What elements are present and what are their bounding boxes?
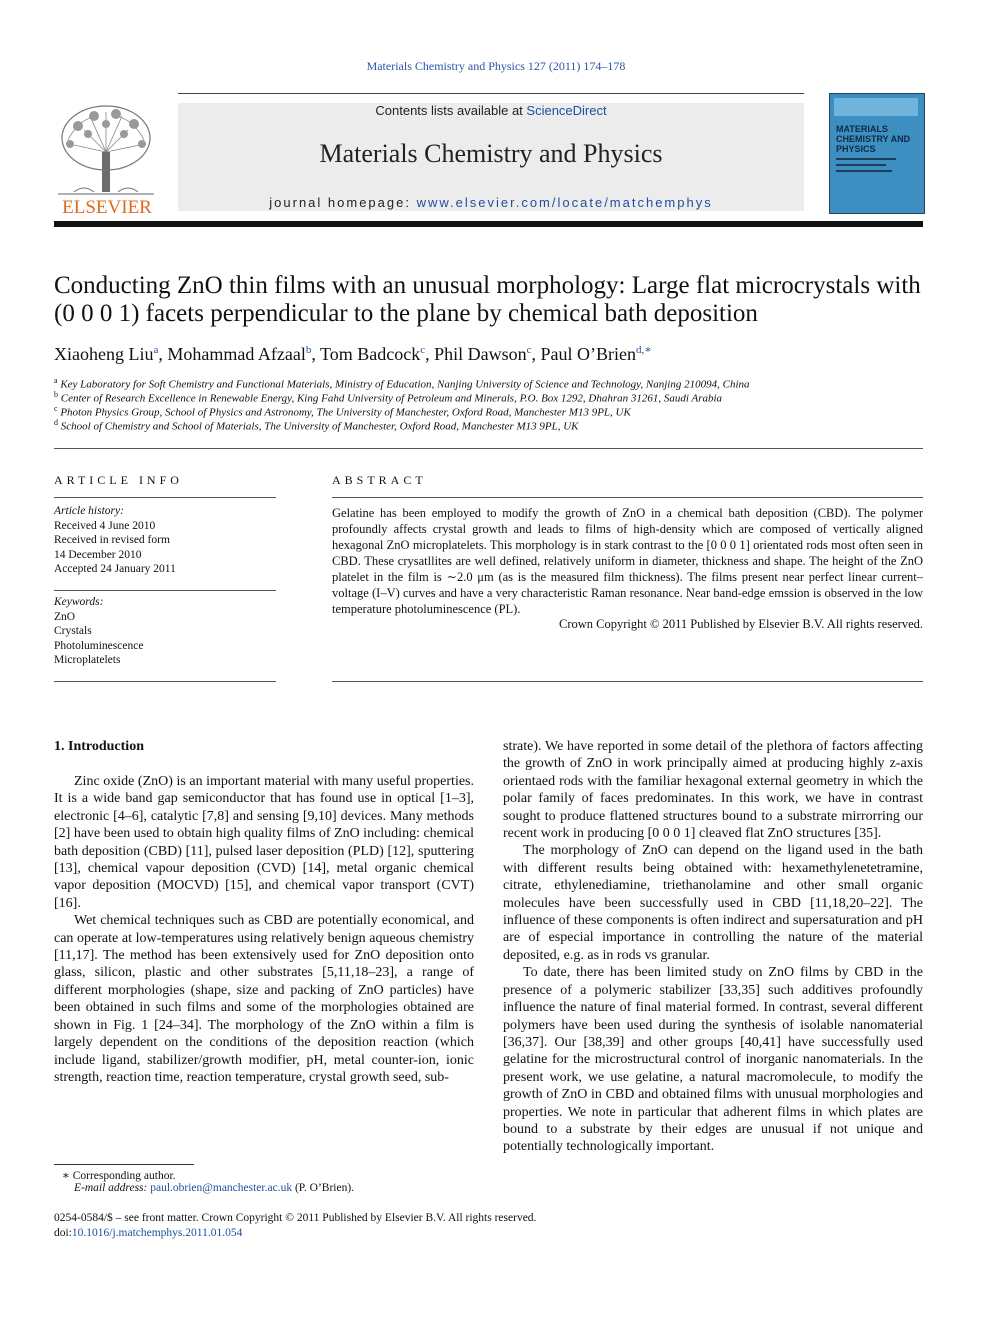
elsevier-wordmark: ELSEVIER	[62, 197, 152, 218]
doi-line: doi:10.1016/j.matchemphys.2011.01.054	[54, 1227, 243, 1239]
header-thick-rule	[54, 221, 923, 227]
contents-prefix: Contents lists available at	[375, 103, 527, 118]
cover-band	[834, 98, 918, 116]
paragraph: strate). We have reported in some detail of the plethora of factors affecting the growth of ZnO in work principally aimed at producing highly z-axis orientaed rods with the familiar hexagonal external geometry in which the polar family of faces predominates. In this work, we have in contrast sought to produce flattened structures bound to a substrate mirrorring our recent work in producing [0 0 0 1] cleaved flat ZnO structures [35].	[503, 739, 923, 842]
email-link[interactable]: paul.obrien@manchester.ac.uk	[150, 1182, 293, 1194]
article-history: Article history: Received 4 June 2010 Received in revised form 14 December 2010 Accepted 24 January 2011	[54, 505, 176, 575]
corresponding-author-note: ∗ Corresponding author.	[62, 1170, 176, 1182]
issn-line: 0254-0584/$ – see front matter. Crown Copyright © 2011 Published by Elsevier B.V. All rights reserved.	[54, 1212, 537, 1224]
paragraph: Wet chemical techniques such as CBD are potentially economical, and can operate at low-temperatures using relatively benign aqueous chemistry [11,17]. The method has been extensively used for ZnO deposition onto glass, silicon, plastic and other substrates [5,11,18–23], a range of different morphologies (shape, size and packing of ZnO particles) have been obtained in such films and some of the morphologies obtained are shown in Fig. 1 [24–34]. The morphology of the ZnO within a film is largely dependent on the conditions of the deposition reaction (which include ligand, stabilizer/growth modifier, pH, metal counter-ion, ionic strength, reaction time, reaction temperature, crystal growth seed, sub-	[54, 913, 474, 1085]
paragraph: Zinc oxide (ZnO) is an important material with many useful properties. It is a wide band gap semiconductor that has found use in optical [1–3], electronic [4–6], catalytic [7,8] and sensing [9,10] devices. Many methods [2] have been used to obtain high quality films of ZnO including: chemical bath deposition (CBD) [11], pulsed laser deposition (PLD) [12], sputtering [13], chemical vapour deposition (CVD) [14], metal organic chemical vapor deposition (MOCVD) [15], and chemical vapor transport (CVT) [16].	[54, 774, 474, 911]
cover-line	[836, 170, 892, 172]
divider	[54, 590, 276, 591]
abstract-copyright: Crown Copyright © 2011 Published by Elsevier B.V. All rights reserved.	[559, 617, 923, 631]
keyword: Microplatelets	[54, 654, 121, 666]
abstract-text: Gelatine has been employed to modify the growth of ZnO in a chemical bath deposition (CBD). The polymer profoundly affects crystal growth and leads to films of high-density which are composed of vertically aligned hexagonal ZnO microplatelets. This morphology is in stark contrast to the [0 0 0 1] orientated rods most often seen in CBD. These crysatllites are well defined, relatively uniform in diameter, thickness and shape. The height of the ZnO platelet in the film is ∼2.0 μm (as is the measured film thickness). The films present near perfect linear current–voltage (I–V) curves and have a very characteristic Raman resonance. Near band-edge emssion is observed in the low temperature photoluminescence (PL).	[332, 506, 923, 616]
elsevier-tree-icon	[54, 100, 160, 218]
homepage-prefix: journal homepage:	[269, 195, 417, 210]
journal-cover-thumbnail[interactable]	[829, 93, 925, 214]
elsevier-logo	[54, 100, 160, 218]
affiliation: $^b$ Center of Research Excellence in Renewable Energy, King Fahd University of Petroleum and Minerals, P.O. Box 1292, Dhahran 31261, Saudi Arabia	[54, 390, 723, 405]
article-title: Conducting ZnO thin films with an unusual morphology: Large flat microcrystals with (0 0 0 1) facets perpendicular to the plane by chemical bath deposition	[54, 272, 921, 327]
cover-title: MATERIALS CHEMISTRY AND PHYSICS	[836, 124, 911, 154]
sciencedirect-link[interactable]: ScienceDirect	[526, 103, 607, 118]
author[interactable]: Xiaoheng Liu$^a$	[54, 344, 159, 364]
affiliation: $^c$ Photon Physics Group, School of Physics and Astronomy, The University of Manchester, Oxford Road, Manchester M13 9PL, UK	[54, 404, 631, 419]
author-list: Xiaoheng Liu$^a$, Mohammad Afzaal$^b$, Tom Badcock$^c$, Phil Dawson$^c$, Paul O’Brien$^{d,∗}$	[54, 344, 652, 364]
keyword: Crystals	[54, 625, 92, 637]
journal-name: Materials Chemistry and Physics	[319, 139, 663, 168]
divider	[54, 448, 923, 449]
cover-line	[836, 158, 896, 160]
author[interactable]: Paul O’Brien$^{d,∗}$	[540, 344, 652, 364]
affiliation: $^a$ Key Laboratory for Soft Chemistry and Functional Materials, Ministry of Education, Nanjing University of Science and Technology, Nanjing 210094, China	[54, 376, 750, 391]
paragraph: To date, there has been limited study on ZnO films by CBD in the presence of a polymeric stabilizer [33,35] such additives profoundly influence the nature of final material formed. In contrast, several different polymers have been used during the synthesis of isolable nanomaterial [36,37]. Our [38,39] and other groups [40,41] have successfully used gelatine for the microstructural control of inorganic nanomaterials. In the present work, we use gelatine, a natural macromolecule, to modify the growth of ZnO in CBD and obtained films with unusual morphologies and properties. We note in particular that adherent films in which plates are bound to a substrate by their edges are unusual if not unique and potentially technologically important.	[503, 965, 923, 1155]
abstract-heading: ABSTRACT	[332, 473, 427, 487]
divider	[54, 681, 276, 682]
keywords: Keywords: ZnO Crystals Photoluminescence Microplatelets	[54, 595, 276, 668]
author[interactable]: Tom Badcock$^c$	[320, 344, 426, 364]
keyword: ZnO	[54, 610, 76, 623]
contents-line	[178, 103, 804, 118]
body-column-left	[54, 773, 474, 1086]
cover-line	[836, 164, 886, 166]
keyword: Photoluminescence	[54, 639, 144, 652]
article-info-heading: ARTICLE INFO	[54, 473, 183, 487]
section-heading-introduction: 1. Introduction	[54, 739, 144, 754]
body-column-right	[503, 738, 923, 1156]
doi-link[interactable]: 10.1016/j.matchemphys.2011.01.054	[71, 1227, 243, 1239]
homepage-link[interactable]: www.elsevier.com/locate/matchemphys	[416, 195, 713, 210]
author[interactable]: Mohammad Afzaal$^b$	[167, 344, 312, 364]
footnote-rule	[54, 1164, 194, 1165]
header-top-rule	[178, 93, 804, 94]
homepage-line	[178, 195, 804, 210]
email-note: E-mail address: paul.obrien@manchester.ac.uk (P. O’Brien).	[74, 1182, 355, 1194]
paragraph: The morphology of ZnO can depend on the ligand used in the bath with different results being obtained with: hexamethylenetetramine, citrate, ethylenediamine, triethanolamine and other small organic molecules have been successfully used in CBD [11,18,20–22]. The influence of these components is often indirect and supersaturation and pH are of especial importance in controlling the nature of the material deposited, e.g. as in rods vs granular.	[503, 843, 923, 963]
divider	[332, 497, 923, 498]
divider	[332, 681, 923, 682]
affiliation: $^d$ School of Chemistry and School of Materials, The University of Manchester, Oxford Road, Manchester M13 9PL, UK	[54, 418, 579, 433]
running-head[interactable]: Materials Chemistry and Physics 127 (2011) 174–178	[366, 59, 626, 73]
author[interactable]: Phil Dawson$^c$	[434, 344, 532, 364]
divider	[54, 497, 276, 498]
